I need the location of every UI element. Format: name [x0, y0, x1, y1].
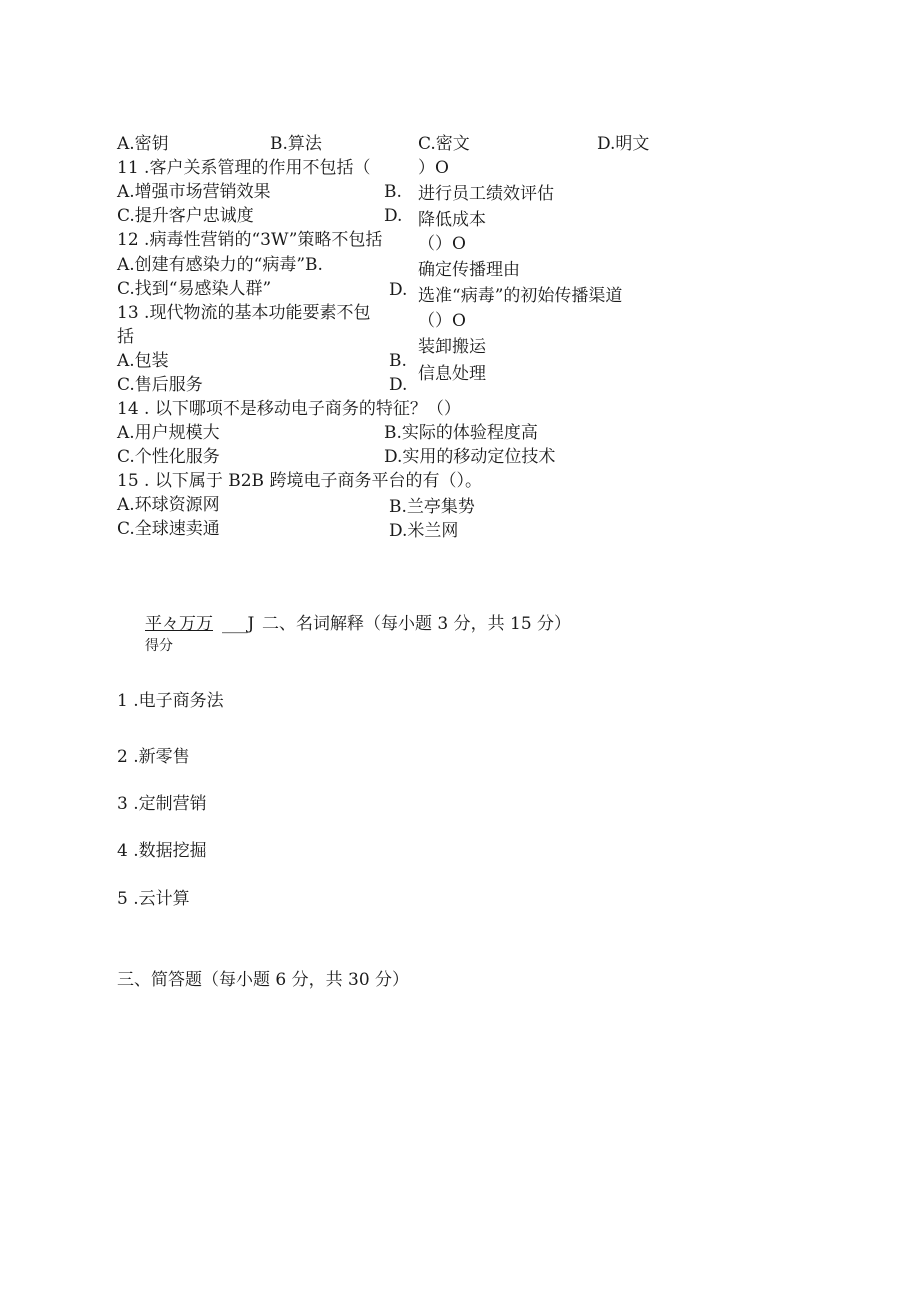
- q14-option-d: D.实用的移动定位技术: [384, 447, 556, 467]
- term-item-3: 3 .定制营销: [117, 794, 207, 814]
- q14-option-c: C.个性化服务: [117, 447, 220, 467]
- score-label: 得分: [145, 638, 173, 654]
- q12-stem: 12 .病毒性营销的“3W”策略不包括: [117, 230, 383, 250]
- q12-option-b: 确定传播理由: [418, 260, 520, 280]
- section-2-title: 二、名词解释（每小题 3 分，共 15 分）: [262, 614, 572, 634]
- q13-option-d: 信息处理: [418, 364, 486, 384]
- q13-option-b-marker: B.: [389, 351, 407, 371]
- q12-option-c: C.找到“易感染人群”: [117, 279, 272, 299]
- q13-stem: 13 .现代物流的基本功能要素不包: [117, 303, 371, 323]
- q10-option-b: B.算法: [270, 134, 322, 154]
- q13-stem-end: （）O: [418, 311, 466, 331]
- q10-option-a: A.密钥: [117, 134, 169, 154]
- q11-option-a: A.增强市场营销效果: [117, 182, 271, 202]
- q13-option-a: A.包装: [117, 351, 169, 371]
- q15-stem: 15 . 以下属于 B2B 跨境电子商务平台的有（）。: [117, 471, 482, 491]
- q12-stem-end: （）O: [418, 234, 466, 254]
- q13-option-d-marker: D.: [389, 375, 408, 395]
- q13-stem-line2: 括: [117, 327, 134, 347]
- q12-option-a: A.创建有感染力的“病毒”B.: [117, 255, 323, 275]
- q11-option-c: C.提升客户忠诚度: [117, 206, 254, 226]
- score-box-text: 平々万万: [145, 614, 213, 634]
- q15-option-d: D.米兰网: [389, 521, 459, 541]
- q14-option-a: A.用户规模大: [117, 423, 220, 443]
- q15-option-c: C.全球速卖通: [117, 519, 220, 539]
- q14-stem: 14 . 以下哪项不是移动电子商务的特征？（）: [117, 399, 461, 419]
- q13-option-b: 装卸搬运: [418, 337, 486, 357]
- q12-option-d: 选准“病毒”的初始传播渠道: [418, 286, 623, 306]
- q12-option-d-marker: D.: [389, 280, 408, 300]
- section-3-title: 三、简答题（每小题 6 分，共 30 分）: [117, 970, 410, 990]
- q11-option-d-marker: D.: [384, 206, 403, 226]
- q11-stem-end: ）O: [418, 158, 449, 178]
- term-item-5: 5 .云计算: [117, 889, 190, 909]
- q10-option-d: D.明文: [597, 134, 650, 154]
- q14-option-b: B.实际的体验程度高: [384, 423, 538, 443]
- q10-option-c: C.密文: [418, 134, 470, 154]
- q11-option-b: 进行员工绩效评估: [418, 184, 554, 204]
- q15-option-a: A.环球资源网: [117, 495, 220, 515]
- term-item-4: 4 .数据挖掘: [117, 841, 207, 861]
- term-item-2: 2 .新零售: [117, 747, 190, 767]
- q15-option-b: B.兰亭集势: [389, 497, 475, 517]
- term-item-1: 1 .电子商务法: [117, 691, 224, 711]
- score-box-separator: ___J: [222, 614, 255, 634]
- q13-option-c: C.售后服务: [117, 375, 203, 395]
- q11-stem: 11 .客户关系管理的作用不包括（: [117, 158, 371, 178]
- q11-option-b-marker: B.: [384, 182, 402, 202]
- q11-option-d: 降低成本: [418, 210, 486, 230]
